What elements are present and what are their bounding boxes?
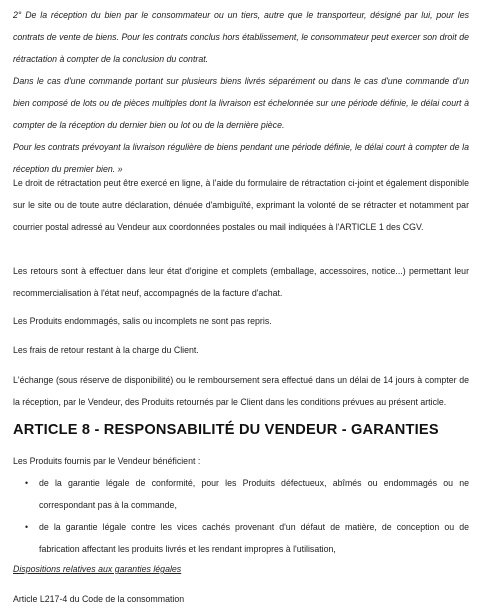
- code-ref-section: [13, 588, 469, 610]
- bullet-icon: •: [25, 522, 29, 532]
- echange-section: [13, 369, 469, 413]
- paragraph-echange: L'échange (sous réserve de disponibilité) ou le remboursement sera effectué dans un délai de 14 jours à compter de la réception, par le Vendeur, des Produits retournés par le Client dans les conditions prévues au présent article.: [13, 375, 469, 407]
- paragraph-livraison-reguliere: Pour les contrats prévoyant la livraison régulière de biens pendant une période définie, le délai court à compter de la réception du premier bien. »: [13, 142, 469, 174]
- paragraph-commande-multiple: Dans le cas d'une commande portant sur plusieurs biens livrés séparément ou dans le cas d'une commande d'un bien composé de lots ou de pièces multiples dont la livraison est échelonnée sur une période définie, le délai court à compter de la réception du dernier bien ou lot ou de la dernière pièce.: [13, 76, 469, 130]
- dispositions-title-link[interactable]: Dispositions relatives aux garanties légales: [13, 564, 182, 574]
- paragraph-frais-retour: Les frais de retour restant à la charge du Client.: [13, 345, 199, 355]
- paragraph-produits-beneficient: Les Produits fournis par le Vendeur bénéficient :: [13, 456, 201, 466]
- endommages-section: [13, 310, 469, 332]
- article-8-heading: ARTICLE 8 - RESPONSABILITÉ DU VENDEUR - GARANTIES: [13, 422, 439, 438]
- dispositions-section: [13, 558, 469, 580]
- list-item: [25, 472, 469, 516]
- paragraph-reception-bien: 2° De la réception du bien par le consommateur ou un tiers, autre que le transporteur, désigné par lui, pour les contrats de vente de biens. Pour les contrats conclus hors établissement, le consommateur peut exercer son droit de rétractation à compter de la conclusion du contrat.: [13, 10, 469, 64]
- intro-italic-section: [13, 4, 469, 180]
- retractation-section: [13, 172, 469, 238]
- article-8-body: [13, 450, 469, 560]
- list-item-text: de la garantie légale contre les vices cachés provenant d'un défaut de matière, de conception ou de fabrication affectant les produits livrés et les rendant impropres à l'utilisation,: [39, 522, 469, 554]
- paragraph-code-reference: Article L217-4 du Code de la consommation: [13, 594, 185, 604]
- paragraph-endommages: Les Produits endommagés, salis ou incomplets ne sont pas repris.: [13, 316, 272, 326]
- retours-section: [13, 260, 469, 304]
- paragraph-retours: Les retours sont à effectuer dans leur état d'origine et complets (emballage, accessoires, notice...) permettant leur recommercialisation à l'état neuf, accompagnés de la facture d'achat.: [13, 266, 469, 298]
- frais-section: [13, 339, 469, 361]
- garanties-list: [13, 472, 469, 560]
- bullet-icon: •: [25, 478, 29, 488]
- list-item-text: de la garantie légale de conformité, pour les Produits défectueux, abîmés ou endommagés ou ne correspondant pas à la commande,: [39, 478, 469, 510]
- list-item: [25, 516, 469, 560]
- paragraph-retractation: Le droit de rétractation peut être exercé en ligne, à l'aide du formulaire de rétractation ci-joint et également disponible sur le site ou de toute autre déclaration, dénuée d'ambiguïté, exprimant la volonté de se rétracter et notamment par courrier postal adressé au Vendeur aux coordonnées postales ou mail indiquées à l'ARTICLE 1 des CGV.: [13, 178, 469, 232]
